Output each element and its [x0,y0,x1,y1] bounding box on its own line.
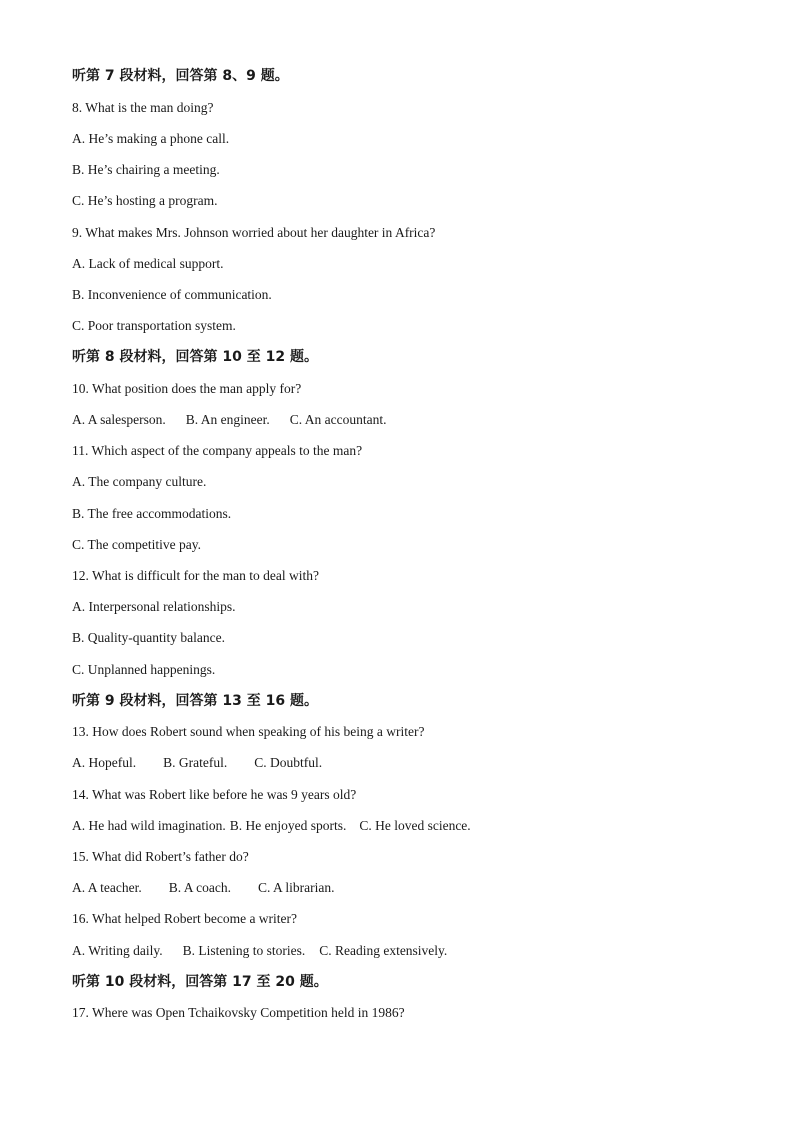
question-option: A. He’s making a phone call. [72,131,230,146]
question-option: C. Doubtful. [254,755,323,770]
question-stem: 15. What did Robert’s father do? [72,849,249,864]
question-stem: 16. What helped Robert become a writer? [72,911,298,926]
question-stem: 8. What is the man doing? [72,100,214,115]
section-heading: 听第 7 段材料，回答第 8、9 题。 [72,68,289,84]
question-option: C. He loved science. [359,818,471,833]
section-heading: 听第 8 段材料，回答第 10 至 12 题。 [72,349,318,365]
question-stem: 13. How does Robert sound when speaking of his being a writer? [72,724,425,739]
options-row [72,754,322,772]
question-option: B. He enjoyed sports. [229,818,347,833]
question-option: B. Quality-quantity balance. [72,630,225,645]
question-option: B. Grateful. [163,755,228,770]
question-option: A. Hopeful. [72,755,137,770]
question-option: B. The free accommodations. [72,506,232,521]
question-stem: 11. Which aspect of the company appeals to the man? [72,443,363,458]
options-row [72,942,447,960]
question-option: C. Unplanned happenings. [72,662,216,677]
options-row [72,817,471,835]
question-option: A. A salesperson. [72,412,166,427]
question-option: C. The competitive pay. [72,537,201,552]
question-stem: 14. What was Robert like before he was 9 years old? [72,787,357,802]
question-option: A. The company culture. [72,474,207,489]
question-option: B. A coach. [168,880,231,895]
section-heading: 听第 9 段材料，回答第 13 至 16 题。 [72,693,318,709]
question-stem: 9. What makes Mrs. Johnson worried about her daughter in Africa? [72,225,436,240]
section-heading: 听第 10 段材料，回答第 17 至 20 题。 [72,974,328,990]
question-option: A. Interpersonal relationships. [72,599,236,614]
question-option: C. He’s hosting a program. [72,193,218,208]
question-stem: 12. What is difficult for the man to deal with? [72,568,319,583]
question-option: A. A teacher. [72,880,142,895]
options-row [72,411,386,429]
question-option: A. Writing daily. [72,943,163,958]
options-row [72,879,334,897]
question-option: A. Lack of medical support. [72,256,224,271]
question-option: B. He’s chairing a meeting. [72,162,220,177]
question-option: C. An accountant. [289,412,387,427]
question-option: C. A librarian. [257,880,335,895]
question-stem: 17. Where was Open Tchaikovsky Competition held in 1986? [72,1005,405,1020]
question-option: B. Listening to stories. [182,943,306,958]
question-option: B. An engineer. [185,412,270,427]
question-option: C. Reading extensively. [319,943,448,958]
question-stem: 10. What position does the man apply for? [72,381,302,396]
question-option: C. Poor transportation system. [72,318,236,333]
question-option: A. He had wild imagination. [72,818,226,833]
question-option: B. Inconvenience of communication. [72,287,272,302]
